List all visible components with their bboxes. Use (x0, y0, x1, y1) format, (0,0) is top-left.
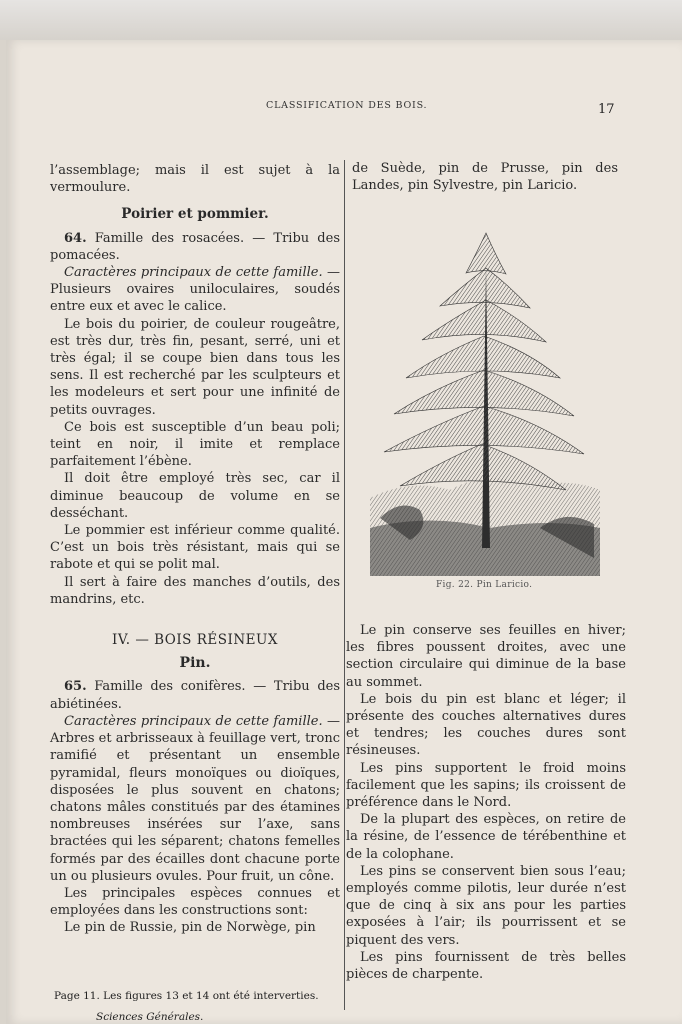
paragraph-64-characters: Caractères principaux de cette famille. — Plusieurs ovaires uniloculaires, soudés entre eux et avec le calice. (50, 265, 340, 315)
article-number-65: 65. (64, 679, 87, 695)
paragraph-sec: Il doit être employé très sec, car il diminue beaucoup de volume en se desséchant. (50, 471, 340, 521)
figure-caption: Fig. 22. Pin Laricio. (436, 580, 533, 590)
paragraph-froid: Les pins supportent le froid moins facilement que les sapins; ils croissent de préférence dans le Nord. (346, 760, 626, 811)
paragraph-charpente: Les pins fournissent de très belles pièces de charpente. (346, 949, 626, 983)
paragraph-blanc: Le bois du pin est blanc et léger; il présente des couches alternatives dures et tendres; les couches dures sont résineuses. (346, 691, 626, 759)
paragraph-65: 65. Famille des conifères. — Tribu des abiétinées. (50, 679, 340, 712)
paragraph-especes: Les principales espèces connues et employées dans les constructions sont: (50, 885, 340, 919)
paragraph-65-characters: Caractères principaux de cette famille. — Arbres et arbrisseaux à feuillage vert, tronc ramifié et présentant un ensemble pyramidal, fleurs monoïques ou dioïques, disposées le plus souvent en chatons; chatons mâles constitués par des étamines nombreuses insérées sur l’axe, sans bractées qui les séparent; chatons femelles formés par des écailles dont chacune porte un ou plusieurs ovules. Pour fruit, un cône. (50, 713, 340, 884)
article-number-64: 64. (64, 230, 87, 246)
heading-poirier: Poirier et pommier. (121, 206, 269, 223)
paragraph-suede: de Suède, pin de Prusse, pin des Landes, pin Sylvestre, pin Laricio. (352, 161, 618, 194)
paragraph-russie: Le pin de Russie, pin de Norwège, pin (64, 920, 316, 936)
right-column-top (352, 160, 618, 194)
paragraph-eau: Les pins se conservent bien sous l’eau; employés comme pilotis, leur durée n’est que de cinq à six ans pour les parties exposées à l’air; ils pourrissent et se piquent des vers. (346, 863, 626, 948)
paragraph-pommier: Le pommier est inférieur comme qualité. C’est un bois très résistant, mais qui se rabote et qui se polit mal. (50, 523, 340, 573)
paragraph-resine: De la plupart des espèces, on retire de la résine, de l’essence de térébenthine et de la colophane. (346, 812, 626, 862)
footer-note: Sciences Générales. (96, 1011, 204, 1023)
heading-pin: Pin. (179, 655, 211, 672)
section-heading: IV. — BOIS RÉSINEUX (112, 632, 278, 649)
paragraph-sert: Il sert à faire des manches d’outils, des mandrins, etc. (50, 574, 340, 607)
column-divider (344, 160, 345, 1010)
left-column (50, 162, 340, 937)
paragraph-poli: Ce bois est susceptible d’un beau poli; teint en noir, il imite et remplace parfaitement l’ébène. (50, 419, 340, 470)
page-number: 17 (598, 102, 615, 117)
running-header: CLASSIFICATION DES BOIS. (266, 100, 428, 111)
background-edge (0, 0, 682, 40)
pine-tree-illustration (370, 228, 600, 576)
footnote: Page 11. Les figures 13 et 14 ont été interverties. (54, 990, 319, 1002)
right-column (346, 622, 626, 983)
paragraph-poirier-wood: Le bois du poirier, de couleur rougeâtre, est très dur, très fin, pesant, serré, uni et très égal; il se coupe bien dans tous les sens. Il est recherché par les sculpteurs et les modeleurs et sert pour une infinité de petits ouvrages. (50, 316, 340, 418)
paragraph-continuation: l’assemblage; mais il est sujet à la vermoulure. (50, 163, 340, 196)
paragraph-hiver: Le pin conserve ses feuilles en hiver; les fibres poussent droites, avec une section circulaire qui diminue de la base au sommet. (346, 623, 626, 690)
paragraph-64: 64. Famille des rosacées. — Tribu des pomacées. (50, 230, 340, 263)
